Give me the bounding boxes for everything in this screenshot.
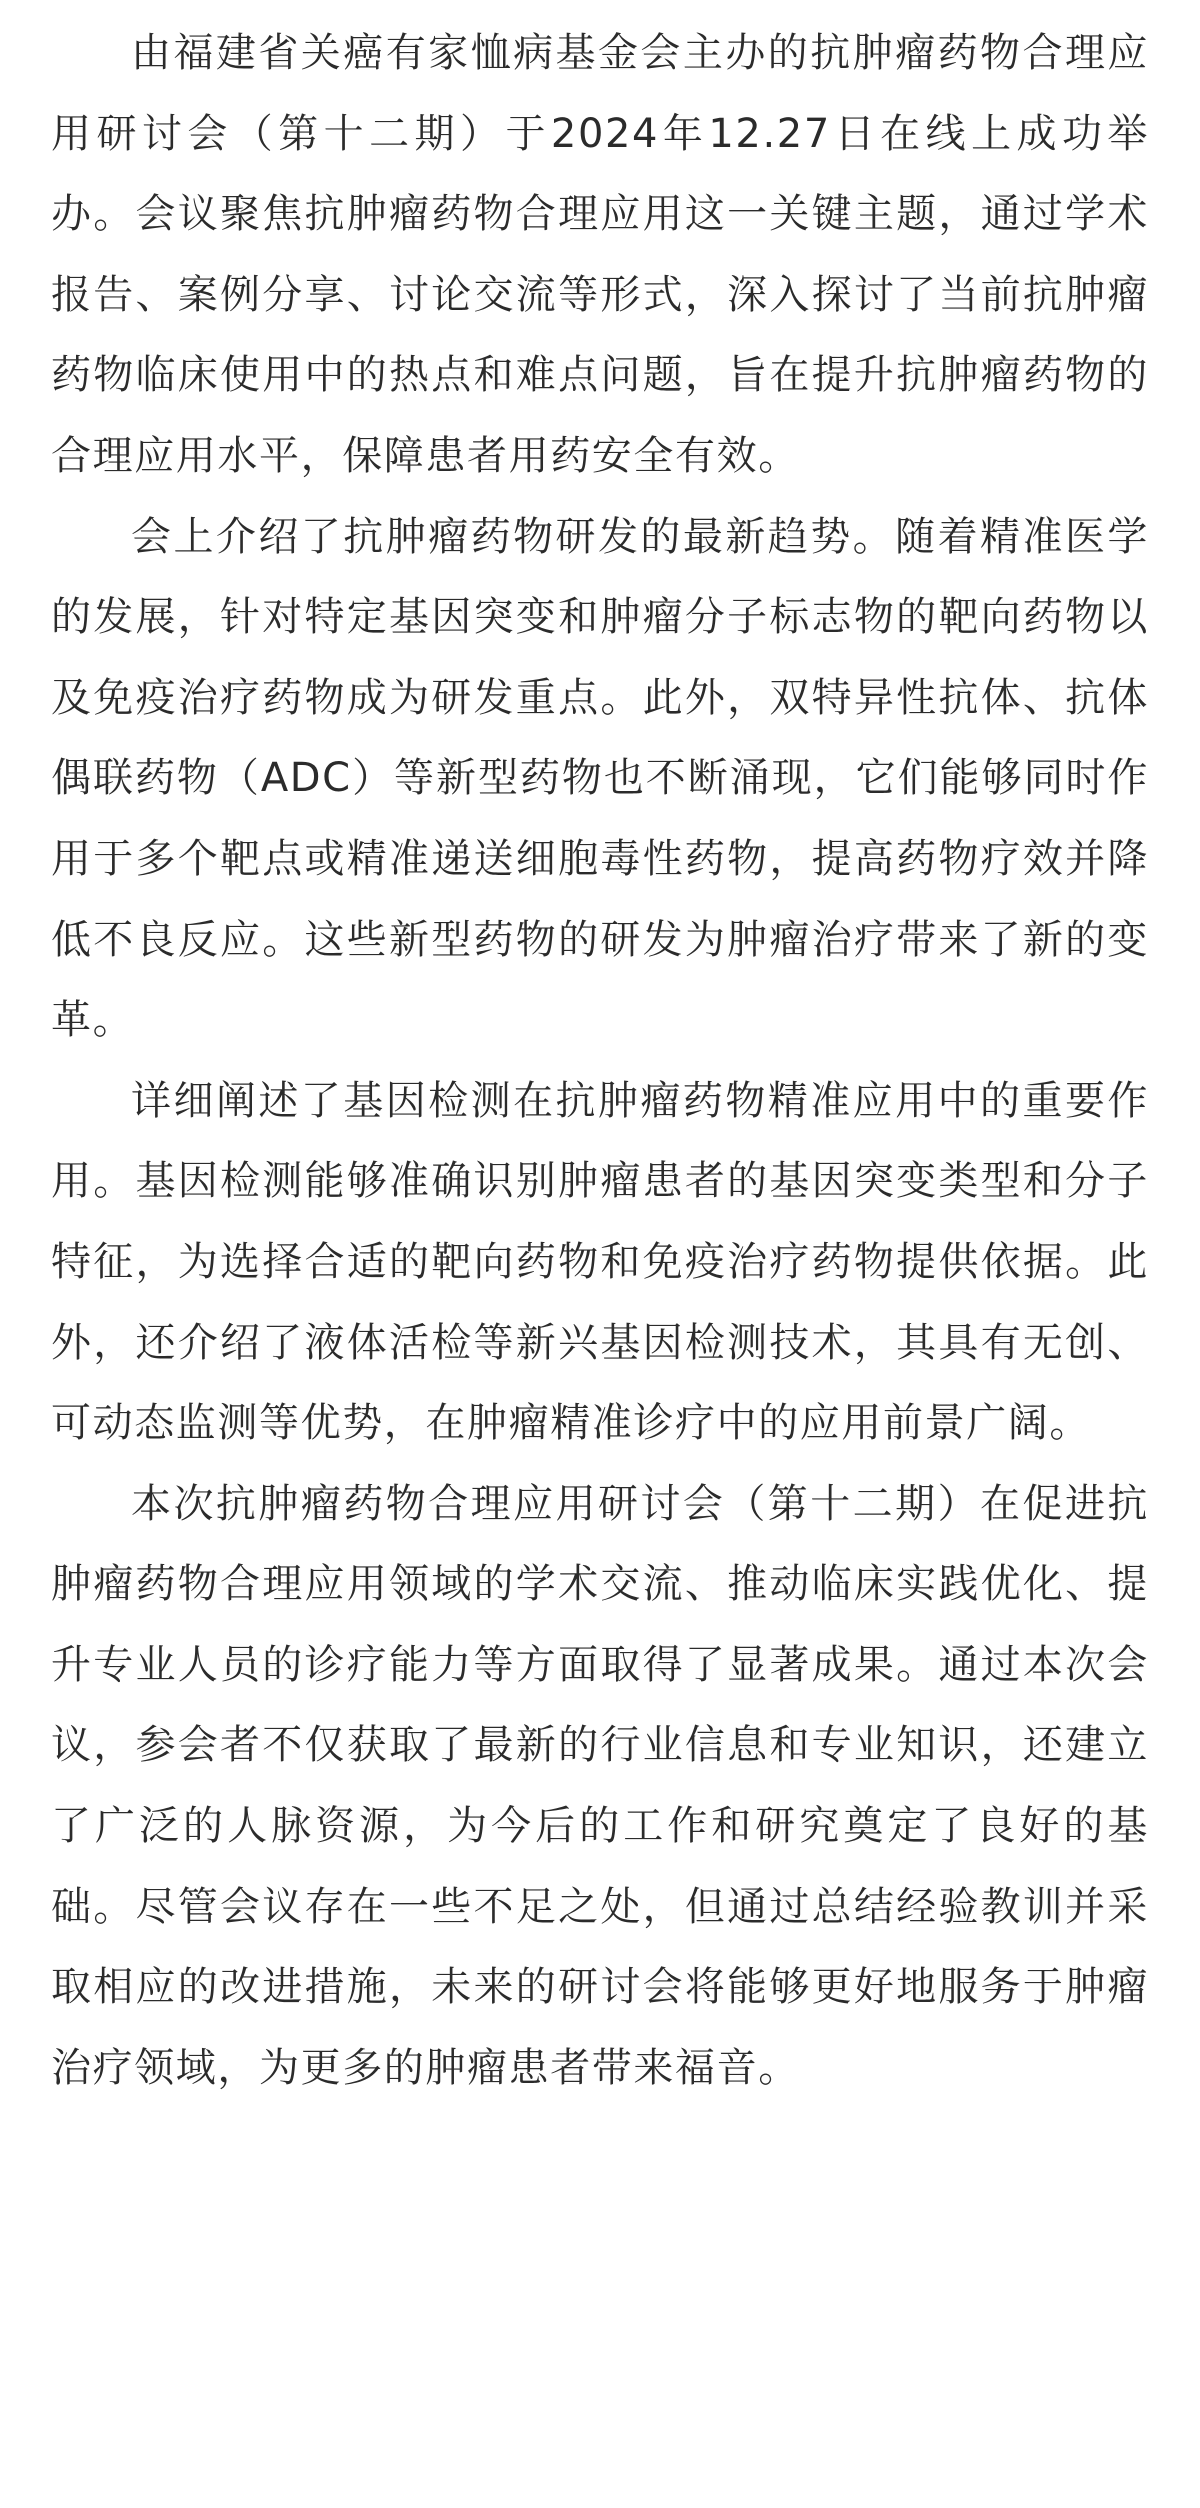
paragraph-drug-trends: 会上介绍了抗肿瘤药物研发的最新趋势。随着精准医学的发展，针对特定基因突变和肿瘤分子标志物的靶向药物以及免疫治疗药物成为研发重点。此外，双特异性抗体、抗体偶联药物（ADC）等新型药物也不断涌现，它们能够同时作用于多个靶点或精准递送细胞毒性药物，提高药物疗效并降低不良反应。这些新型药物的研发为肿瘤治疗带来了新的变革。	[51, 513, 1149, 1044]
paragraph-gene-testing: 详细阐述了基因检测在抗肿瘤药物精准应用中的重要作用。基因检测能够准确识别肿瘤患者的基因突变类型和分子特征，为选择合适的靶向药物和免疫治疗药物提供依据。此外，还介绍了液体活检等新兴基因检测技术，其具有无创、可动态监测等优势，在肿瘤精准诊疗中的应用前景广阔。	[51, 1077, 1149, 1447]
paragraph-conclusion: 本次抗肿瘤药物合理应用研讨会（第十二期）在促进抗肿瘤药物合理应用领域的学术交流、推动临床实践优化、提升专业人员的诊疗能力等方面取得了显著成果。通过本次会议，参会者不仅获取了最新的行业信息和专业知识，还建立了广泛的人脉资源，为今后的工作和研究奠定了良好的基础。尽管会议存在一些不足之处，但通过总结经验教训并采取相应的改进措施，未来的研讨会将能够更好地服务于肿瘤治疗领域，为更多的肿瘤患者带来福音。	[51, 1480, 1149, 2091]
paragraph-intro: 由福建省关癌有家恤病基金会主办的抗肿瘤药物合理应用研讨会（第十二期）于2024年12.27日在线上成功举办。会议聚焦抗肿瘤药物合理应用这一关键主题，通过学术报告、案例分享、讨论交流等形式，深入探讨了当前抗肿瘤药物临床使用中的热点和难点问题，旨在提升抗肿瘤药物的合理应用水平，保障患者用药安全有效。	[51, 30, 1149, 479]
article-body	[51, 0, 1149, 2108]
